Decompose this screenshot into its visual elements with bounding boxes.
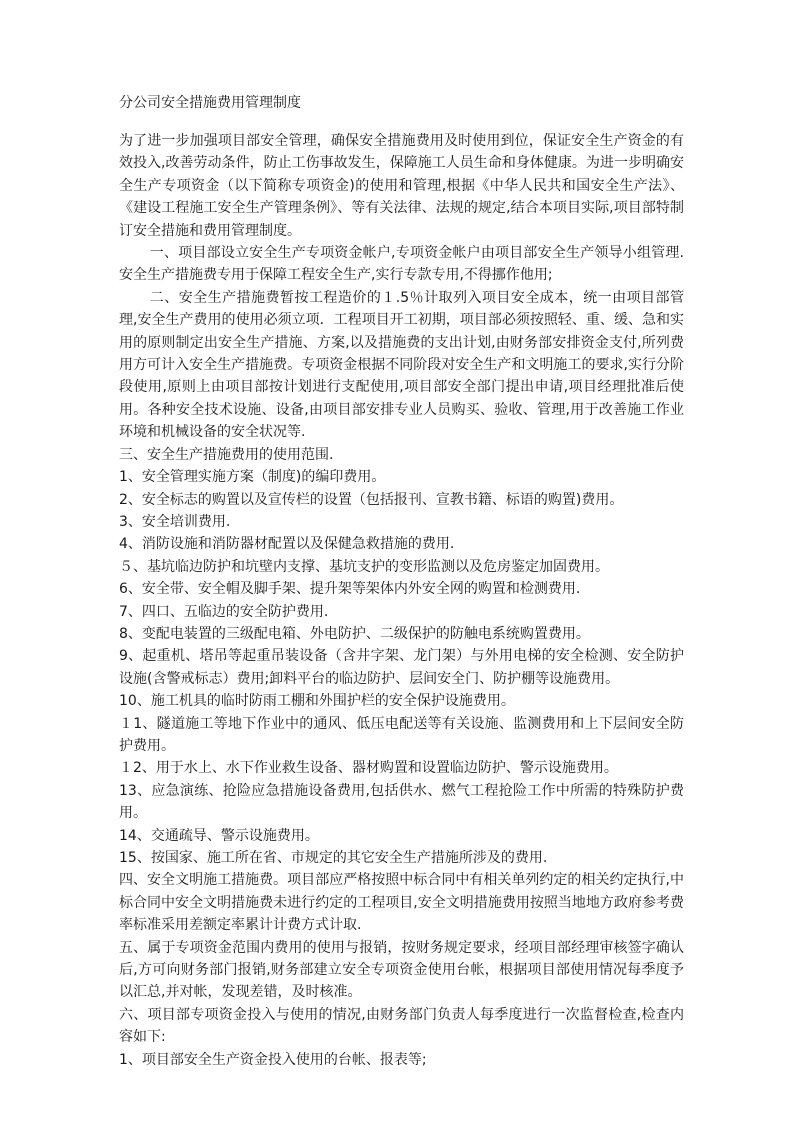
paragraph: 二、安全生产措施费暂按工程造价的１.5％计取列入项目安全成本，统一由项目部管理,安全生产费用的使用必须立项．工程项目开工初期，项目部必须按照轻、重、缓、急和实用的原则制定出安全生产措施、方案,以及措施费的支出计划,由财务部安排资金支付,所列费用方可计入安全生产措施费。专项资金根据不同阶段对安全生产和文明施工的要求,实行分阶段使用,原则上由项目部按计划进行支配使用,项目部安全部门提出申请,项目经理批准后使用。各种安全技术设施、设备,由项目部安排专业人员购买、验收、管理,用于改善施工作业环境和机械设备的安全状况等.: [119, 289, 684, 441]
document-body: [119, 130, 684, 1071]
paragraph: 10、施工机具的临时防雨工棚和外围护栏的安全保护设施费用。: [119, 693, 515, 710]
paragraph: 13、应急演练、抢险应急措施设备费用,包括供水、燃气工程抢险工作中所需的特殊防护费用。: [119, 782, 684, 822]
paragraph: 1、安全管理实施方案（制度)的编印费用。: [119, 469, 386, 486]
paragraph: 五、属于专项资金范围内费用的使用与报销，按财务规定要求，经项目部经理审核签字确认后,方可向财务部门报销,财务部建立安全专项资金使用台帐，根据项目部使用情况每季度予以汇总,并对帐，发现差错，及时核准。: [119, 939, 684, 1001]
document-title: 分公司安全措施费用管理制度: [119, 95, 301, 111]
paragraph: ５、基坑临边防护和坑壁内支撑、基坑支护的变形监测以及危房鉴定加固费用。: [119, 558, 609, 575]
paragraph: 8、变配电装置的三级配电箱、外电防护、二级保护的防触电系统购置费用。: [119, 625, 590, 642]
paragraph: 6、安全带、安全帽及脚手架、提升架等架体内外安全网的购置和检测费用.: [119, 581, 581, 598]
paragraph: 1、项目部安全生产资金投入使用的台帐、报表等;: [119, 1051, 427, 1068]
paragraph: 一、项目部设立安全生产专项资金帐户,专项资金帐户由项目部安全生产领导小组管理.安全生产措施费专用于保障工程安全生产,实行专款专用,不得挪作他用;: [119, 245, 684, 284]
paragraph: 四、安全文明施工措施费。项目部应严格按照中标合同中有相关单列约定的相关约定执行,中标合同中安全文明措施费未进行约定的工程项目,安全文明措施费用按照当地地方政府参考费率标准采用差额定率累计计费方式计取.: [119, 872, 684, 934]
paragraph: 3、安全培训费用.: [119, 513, 231, 530]
paragraph: 4、消防设施和消防器材配置以及保健急救措施的费用.: [119, 536, 455, 553]
document-page: [119, 92, 684, 1071]
paragraph: １1、隧道施工等地下作业中的通风、低压电配送等有关设施、监测费用和上下层间安全防护费用。: [119, 715, 684, 754]
paragraph: 15、按国家、施工所在省、市规定的其它安全生产措施所涉及的费用.: [119, 850, 548, 866]
paragraph: 为了进一步加强项目部安全管理，确保安全措施费用及时使用到位，保证安全生产资金的有效投入,改善劳动条件，防止工伤事故发生，保障施工人员生命和身体健康。为进一步明确安全生产专项资金（以下简称专项资金)的使用和管理,根据《中华人民共和国安全生产法》、《建设工程施工安全生产管理条例》、等有关法律、法规的规定,结合本项目实际,项目部特制订安全措施和费用管理制度。: [119, 133, 684, 239]
paragraph: 三、安全生产措施费用的使用范围.: [119, 446, 334, 463]
paragraph: 2、安全标志的购置以及宣传栏的设置（包括报刊、宣教书籍、标语的购置)费用。: [119, 491, 624, 508]
paragraph: 9、起重机、塔吊等起重吊装设备（含井字架、龙门架）与外用电梯的安全检测、安全防护设施(含警戒标志）费用;卸料平台的临边防护、层间安全门、防护棚等设施费用。: [119, 648, 684, 687]
paragraph: 六、项目部专项资金投入与使用的情况,由财务部门负责人每季度进行一次监督检查,检查内容如下:: [119, 1006, 684, 1046]
paragraph: 7、四口、五临边的安全防护费用.: [119, 603, 329, 620]
paragraph: １2、用于水上、水下作业救生设备、器材购置和设置临边防护、警示设施费用。: [119, 760, 618, 777]
paragraph: 14、交通疏导、警示设施费用。: [119, 827, 319, 844]
